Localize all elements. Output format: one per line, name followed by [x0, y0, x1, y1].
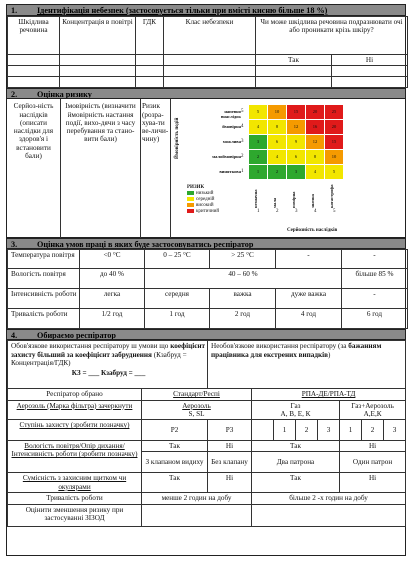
- matrix-cell: 2: [268, 165, 286, 179]
- probability-col: Імовірність (визначити ймовірність настання події, вихо-дячи з часу перебування та стано-вити бали): [61, 99, 141, 238]
- matrix-row-label: виняткова: [219, 169, 241, 175]
- matrix-cell: 25: [325, 105, 343, 119]
- skin-yes: Так: [256, 55, 332, 66]
- compat-rpa-no[interactable]: Ні: [340, 473, 406, 493]
- intensity-option[interactable]: середня: [145, 289, 210, 309]
- x-axis-label: Серйозність наслідків: [287, 228, 338, 234]
- matrix-cell: 8: [268, 120, 286, 134]
- legend-title: РИЗИК: [187, 185, 205, 191]
- matrix-cell: 2: [249, 150, 267, 164]
- header-class: Клас небезпеки: [164, 17, 256, 55]
- respirator-rpa[interactable]: РПА-ДЕ/РПА-ТД: [252, 389, 406, 400]
- compat-std-no[interactable]: Ні: [208, 473, 252, 493]
- header-substance: Шкідлива речовина: [8, 17, 60, 55]
- intensity-label: Інтенсивність роботи: [8, 289, 80, 309]
- matrix-col-label: незначна: [253, 189, 258, 209]
- header-gdk: ГДК: [136, 17, 164, 55]
- matrix-col-number: 1: [257, 209, 260, 215]
- hum-option[interactable]: більше 85 %: [342, 269, 408, 289]
- intensity-option[interactable]: важка: [210, 289, 276, 309]
- matrix-cell: 4: [249, 120, 267, 134]
- risk-matrix: [171, 99, 407, 238]
- header-skin: Чи може шкідлива речовина подразнювати очі або проникати крізь шкіру?: [256, 17, 408, 55]
- matrix-cell: 8: [306, 150, 324, 164]
- matrix-col-label: помірна: [291, 191, 296, 209]
- section-title: Обираємо респіратор: [37, 331, 116, 341]
- duration-short[interactable]: менше 2 годин на добу: [142, 493, 252, 504]
- respirator-table: [7, 340, 406, 526]
- legend-item: високий: [187, 203, 219, 209]
- section-4-header: [7, 329, 405, 340]
- hazard-table: [7, 16, 408, 88]
- duration-label: Тривалість роботи: [8, 309, 80, 329]
- skin-no: Ні: [332, 55, 408, 66]
- temp-option[interactable]: 0 – 25 °C: [145, 250, 210, 269]
- matrix-col-number: 3: [295, 209, 298, 215]
- matrix-cell: 16: [306, 120, 324, 134]
- matrix-cell: 3: [287, 165, 305, 179]
- matrix-cell: 15: [325, 135, 343, 149]
- matrix-cell: 20: [325, 120, 343, 134]
- aerosol-label: Аерозоль (Марка фільтра) зачеркнути: [8, 400, 142, 420]
- legend-item: критичний: [187, 209, 219, 215]
- gas-class-3[interactable]: 3: [318, 420, 340, 441]
- humidity-label: Вологість повітря/Опір дихання/Інтенсивність роботи (зробити позначку): [8, 441, 142, 473]
- blank-cell[interactable]: [332, 66, 408, 77]
- blank-cell[interactable]: [252, 420, 274, 441]
- matrix-cell: 10: [268, 105, 286, 119]
- matrix-row-label: ймовірна: [222, 124, 241, 130]
- matrix-cell: 20: [306, 105, 324, 119]
- duration-option[interactable]: 1 год: [145, 309, 210, 329]
- matrix-row-number: 4: [241, 124, 244, 130]
- gasaero-class-2[interactable]: 2: [362, 420, 384, 441]
- hum-option[interactable]: до 40 %: [80, 269, 145, 289]
- blank-cell[interactable]: [60, 66, 136, 77]
- one-cartridge[interactable]: Один патрон: [340, 452, 406, 473]
- matrix-row-number: 5: [241, 109, 244, 115]
- legend-item: середній: [187, 197, 219, 203]
- matrix-row-number: 2: [241, 154, 244, 160]
- blank-cell[interactable]: [164, 77, 256, 88]
- section-number: 2.: [11, 90, 18, 100]
- section-number: 1.: [11, 6, 18, 15]
- matrix-cell: 10: [325, 150, 343, 164]
- p2-option[interactable]: P2: [142, 420, 208, 441]
- matrix-col-number: 5: [333, 209, 336, 215]
- matrix-cell: 6: [268, 135, 286, 149]
- two-cartridges[interactable]: Два патрона: [252, 452, 340, 473]
- blank-cell[interactable]: [256, 77, 332, 88]
- matrix-cell: 4: [306, 165, 324, 179]
- risk-section: [7, 99, 405, 238]
- duration-long[interactable]: більше 2 -х годин на добу: [252, 493, 406, 504]
- duration-option[interactable]: 4 год: [276, 309, 342, 329]
- duration-option[interactable]: 1/2 год: [80, 309, 145, 329]
- section-1-header: [7, 5, 405, 16]
- mandatory-note: Обов'язкове використання респіратору ш умови що коефіцієнт захисту більший за коефіцієнт забруднення (Кзабруд = Концентрація/ГДК) КЗ = ___ Кзабруд = ___: [8, 341, 208, 389]
- risk-col: Ризик (розра-хува-ти ве-личи-чину): [141, 99, 171, 238]
- rpa-yes[interactable]: Так: [252, 441, 340, 452]
- matrix-col-label: мала: [272, 198, 277, 209]
- temp-option[interactable]: -: [342, 250, 408, 269]
- matrix-col-label: значна: [310, 194, 315, 209]
- temp-option[interactable]: -: [276, 250, 342, 269]
- temp-option[interactable]: <0 °C: [80, 250, 145, 269]
- duration-label-4: Тривалість роботи: [8, 493, 142, 504]
- matrix-col-number: 4: [314, 209, 317, 215]
- matrix-cell: 4: [268, 150, 286, 164]
- optional-note: Необов'язкове використання респіратору (за бажанням працівника для екстрених випадків): [208, 341, 406, 389]
- matrix-col-number: 2: [276, 209, 279, 215]
- blank-cell[interactable]: [8, 66, 60, 77]
- blank-cell[interactable]: [136, 77, 164, 88]
- std-yes[interactable]: Так: [142, 441, 208, 452]
- blank-cell[interactable]: [164, 66, 256, 77]
- section-title: Оцінка умов праці в яких буде застосовуватись респіратор: [37, 240, 254, 250]
- matrix-col-label: катастрофа: [329, 184, 334, 209]
- rpa-no[interactable]: Ні: [340, 441, 406, 452]
- compat-rpa-yes[interactable]: Так: [252, 473, 340, 493]
- gas-class-2[interactable]: 2: [296, 420, 318, 441]
- blank-cell[interactable]: [60, 77, 136, 88]
- legend-item: низький: [187, 191, 219, 197]
- gas-class-1[interactable]: 1: [274, 420, 296, 441]
- risk-legend: [187, 185, 219, 215]
- blank-cell[interactable]: [8, 77, 60, 88]
- header-concentration: Концентрація в повітрі: [60, 17, 136, 55]
- y-axis-label: Ймовірність подій: [175, 117, 180, 160]
- duration-option[interactable]: 2 год: [210, 309, 276, 329]
- section-number: 3.: [11, 240, 18, 250]
- section-2-header: [7, 88, 405, 99]
- matrix-row-number: 1: [241, 169, 244, 175]
- legend-items: [187, 191, 219, 216]
- matrix-row-label: можлива: [222, 139, 241, 145]
- protection-label: Ступінь захисту (зробити позначку): [8, 420, 142, 441]
- matrix-cell: 5: [249, 105, 267, 119]
- without-valve[interactable]: Без клапану: [208, 452, 252, 473]
- hum-label: Вологість повітря: [8, 269, 80, 289]
- kz-formula[interactable]: КЗ = ___ Кзабруд = ___: [71, 369, 146, 378]
- matrix-cell: 6: [287, 150, 305, 164]
- matrix-row-label: малоймовірна: [212, 154, 241, 160]
- blank-cell[interactable]: [136, 66, 164, 77]
- section-3-header: [7, 238, 405, 249]
- temp-label: Температура повітря: [8, 250, 80, 269]
- aerosol-options[interactable]: Аерозоль S, SL: [142, 400, 252, 420]
- risk-reduction-label: Оцінити зменшення ризику при застосуванні ЗІЗОД: [8, 504, 142, 526]
- conditions-table: [7, 249, 408, 329]
- gasaero-class-3[interactable]: 3: [384, 420, 406, 441]
- respirator-chosen: Респіратор обрано: [8, 389, 142, 400]
- gasaero-class-1[interactable]: 1: [340, 420, 362, 441]
- gas-aerosol-options[interactable]: Газ+Аерозоль А,Е,К: [340, 400, 406, 420]
- intensity-option[interactable]: дуже важка: [276, 289, 342, 309]
- matrix-cell: 12: [306, 135, 324, 149]
- compat-std-yes[interactable]: Так: [142, 473, 208, 493]
- with-valve[interactable]: З клапаном видиху: [142, 452, 208, 473]
- respirator-standard[interactable]: Стандарт/Респі: [142, 389, 252, 400]
- respirator-form: [6, 4, 406, 556]
- matrix-cell: 15: [287, 105, 305, 119]
- section-title: Ідентифікація небезпек (застосовується тільки при вмісті кисню більше 18 %): [37, 6, 328, 15]
- matrix-cell: 12: [287, 120, 305, 134]
- intensity-option[interactable]: -: [342, 289, 408, 309]
- compat-label: Сумісність з захисним щитком чи окулярами: [8, 473, 142, 493]
- matrix-cell: 5: [325, 165, 343, 179]
- temp-option[interactable]: > 25 °C: [210, 250, 276, 269]
- matrix-row-number: 3: [241, 139, 244, 145]
- std-no[interactable]: Ні: [208, 441, 252, 452]
- gas-options[interactable]: Газ А, В, Е, К: [252, 400, 340, 420]
- section-title: Оцінка ризику: [37, 90, 92, 100]
- duration-option[interactable]: 6 год: [342, 309, 408, 329]
- intensity-option[interactable]: легка: [80, 289, 145, 309]
- blank-cell[interactable]: [256, 66, 332, 77]
- blank-cell[interactable]: [252, 504, 406, 526]
- matrix-row-label: напевно внаслідок: [220, 109, 241, 120]
- hum-option[interactable]: 40 – 60 %: [145, 269, 342, 289]
- p3-option[interactable]: P3: [208, 420, 252, 441]
- blank-cell[interactable]: [332, 77, 408, 88]
- severity-col: Серйоз-ність наслідків (описати наслідки для здоров'я і встановити бали): [7, 99, 61, 238]
- matrix-cell: 9: [287, 135, 305, 149]
- matrix-cell: 3: [249, 135, 267, 149]
- blank-cell[interactable]: [142, 504, 252, 526]
- section-number: 4.: [11, 331, 18, 341]
- matrix-cell: 1: [249, 165, 267, 179]
